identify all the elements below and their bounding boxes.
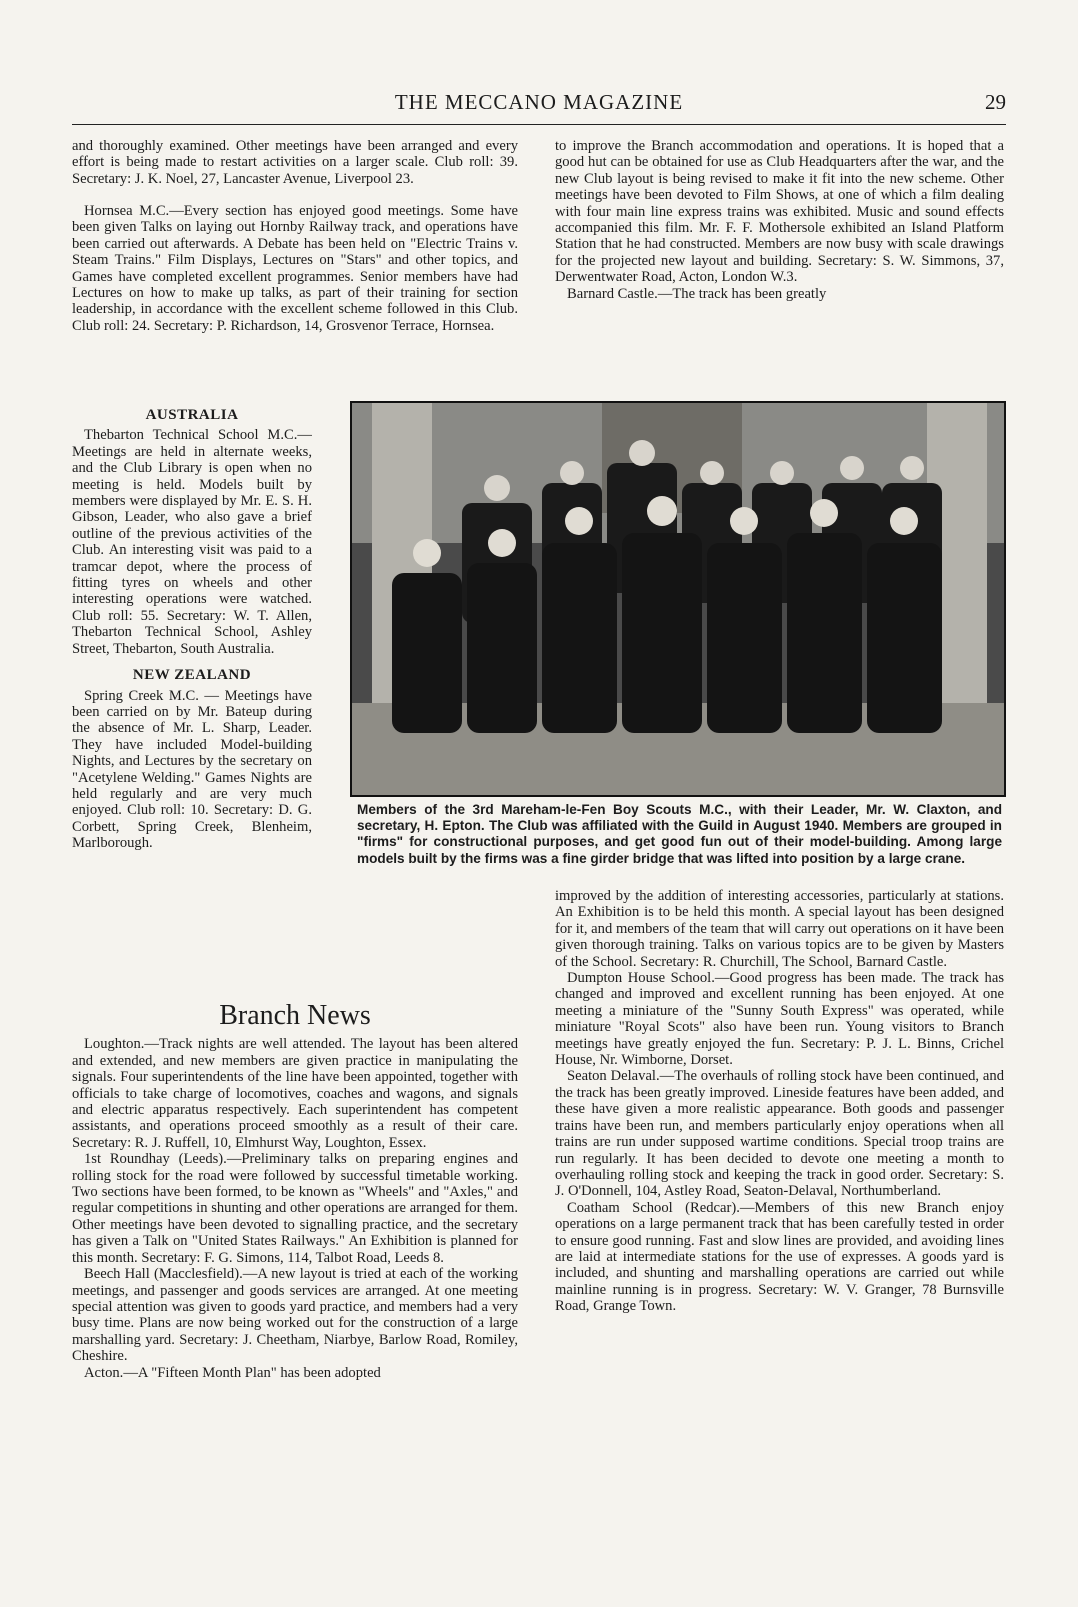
paragraph-loughton: Loughton.—Track nights are well attended. The layout has been altered and extended, and new members are given practice in manipulating the signals. Four superintendents of the line have been appointed, together with officials to take charge of locomotives, coaches and wagons, and signals and electric apparatus respectively. Each superintendent has competent assistants, and operations proceed smoothly as a result of their care. Secretary: R. J. Ruffell, 10, Elmhurst Way, Loughton, Essex. [72,1036,518,1151]
right-column-top [555,138,1004,398]
photo-caption: Members of the 3rd Mareham-le-Fen Boy Scouts M.C., with their Leader, Mr. W. Claxton, and secretary, H. Epton. The Club was affiliated with the Guild in August 1940. Members are grouped in "firms" for constructional purposes, and get good fun out of their model-building. Among large models built by the firms was a fine girder bridge that was lifted into position by a large crane. [357,802,1002,866]
paragraph-coatham-school: Coatham School (Redcar).—Members of this new Branch enjoy operations on a large permanent track that has been carefully tested in order to ensure good running. Fast and slow lines are provided, and avoiding lines are laid at intermediate stations for the use of expresses. A goods yard is included, and shunting and marshalling operations are carried out while mainline running is in progress. Secretary: W. V. Granger, 78 Burnsville Road, Grange Town. [555,1199,1004,1315]
group-photograph [350,401,1006,797]
paragraph-roundhay: 1st Roundhay (Leeds).—Preliminary talks on preparing engines and rolling stock for the road were followed by successful timetable working. Two sections have been formed, to be known as "Wheels" and "Axles," and regular competitions in shunting and other operations are arranged for them. Other meetings have been devoted to signalling practice, and the secretary has given a Talk on "United States Railways." An Exhibition is planned for this month. Secretary: F. G. Simons, 114, Talbot Road, Leeds 8. [72,1151,518,1266]
left-column-branch-news [72,990,518,1530]
paragraph-barnard-castle-start: Barnard Castle.—The track has been greatly [567,285,827,302]
section-heading-branch-news: Branch News [219,1000,371,1031]
paragraph-acton-start: Acton.—A "Fifteen Month Plan" has been adopted [84,1364,381,1381]
paragraph-hornsea: Hornsea M.C.—Every section has enjoyed good meetings. Some have been given Talks on laying out Hornby Railway track, and operations have been carried out afterwards. A Debate has been held on "Electric Trains v. Steam Trains." Film Displays, Lectures on "Stars" and other topics, and Games have completed excellent programmes. Senior members have had Lectures on how to make up talks, as part of their training for section leadership, in accordance with the excellent scheme followed in this Club. Club roll: 24. Secretary: P. Richardson, 14, Grosvenor Terrace, Hornsea. [72,203,518,334]
paragraph-barnard-castle-continued: improved by the addition of interesting accessories, particularly at stations. An Exhibition is to be held this month. A special layout has been designed for it, and members of the team that will carry out operations on it have been given thorough training. Talks on various topics are to be given by Masters of the School. Secretary: R. Churchill, The School, Barnard Castle. [555,888,1004,970]
section-heading-australia: AUSTRALIA [145,407,239,423]
left-column-top [72,138,518,187]
hornsea-paragraph-wide [72,203,518,401]
paragraph-thebarton: Thebarton Technical School M.C.—Meetings are held in alternate weeks, and the Club Library is open when no meeting is held. Models built by members were displayed by Mr. E. S. H. Gibson, Leader, who also gave a brief outline of the previous activities of the Club. An interesting visit was paid to a tramcar depot, where the process of fitting tyres on wheels and other interesting operations were watched. Club roll: 55. Secretary: W. T. Allen, Thebarton Technical School, Ashley Street, Thebarton, South Australia. [72,427,312,657]
magazine-title: THE MECCANO MAGAZINE [394,90,684,114]
page-number: 29 [985,90,1006,114]
paragraph-dumpton-house: Dumpton House School.—Good progress has been made. The track has changed and improved and excellent running has been enjoyed. At one meeting a miniature of the "Sunny South Express" was operated, while miniature "Royal Scots" also have been run. Young visitors to Branch meetings have greatly enjoyed the fun. Secretary: P. J. L. Binns, Crichel House, Nr. Wimborne, Dorset. [555,970,1004,1069]
paragraph-seaton-delaval: Seaton Delaval.—The overhauls of rolling stock have been continued, and the track has been greatly improved. Lineside features have been added, and these have given a more realistic appearance. Both goods and passenger trains have been run, and members particularly enjoy operations when all trains are run under supposed wartime conditions. Special troop trains are run regularly. It has been decided to devote one meeting a month to overhauling rolling stock and keeping the track in good order. Secretary: S. J. O'Donnell, 104, Astley Road, Seaton-Delaval, Northumberland. [555,1068,1004,1200]
paragraph-beech-hall: Beech Hall (Macclesfield).—A new layout is tried at each of the working meetings, and passenger and goods services are arranged. At one meeting special attention was given to goods yard practice, and members had a very busy time. Plans are now being worked out for the construction of a large marshalling yard. Secretary: J. Cheetham, Niarbye, Barlow Road, Romiley, Cheshire. [72,1266,518,1365]
paragraph-liverpool-continued: and thoroughly examined. Other meetings have been arranged and every effort is being made to restart activities on a larger scale. Club roll: 39. Secretary: J. K. Noel, 27, Lancaster Avenue, Liverpool 23. [72,138,518,187]
scouts-group-photo-illustration [352,403,1004,795]
paragraph-acton-continued: to improve the Branch accommodation and operations. It is hoped that a good hut can be obtained for use as Club Headquarters after the war, and the new Club layout is being revised to make it fit into the new scheme. Other meetings have been devoted to Film Shows, at one of which a film dealing with four main line express trains was exhibited. Music and sound effects accompanied this film. Mr. F. F. Mothersole exhibited an Island Platform Station that he had constructed. Members are now busy with scale drawings for the projected new layout and building. Secretary: S. W. Simmons, 37, Derwentwater Road, Acton, London W.3. [555,138,1004,286]
page-header [72,90,1006,125]
section-heading-new-zealand: NEW ZEALAND [132,667,252,684]
paragraph-spring-creek: Spring Creek M.C. — Meetings have been carried on by Mr. Bateup during the absence of Mr. L. Sharp, Leader. They have included Model-building Nights, and Lectures by the secretary on "Acetylene Welding." Games Nights are held regularly and are very much enjoyed. Club roll: 10. Secretary: D. G. Corbett, Spring Creek, Blenheim, Marlborough. [72,687,312,852]
right-column-bottom [555,888,1004,1528]
